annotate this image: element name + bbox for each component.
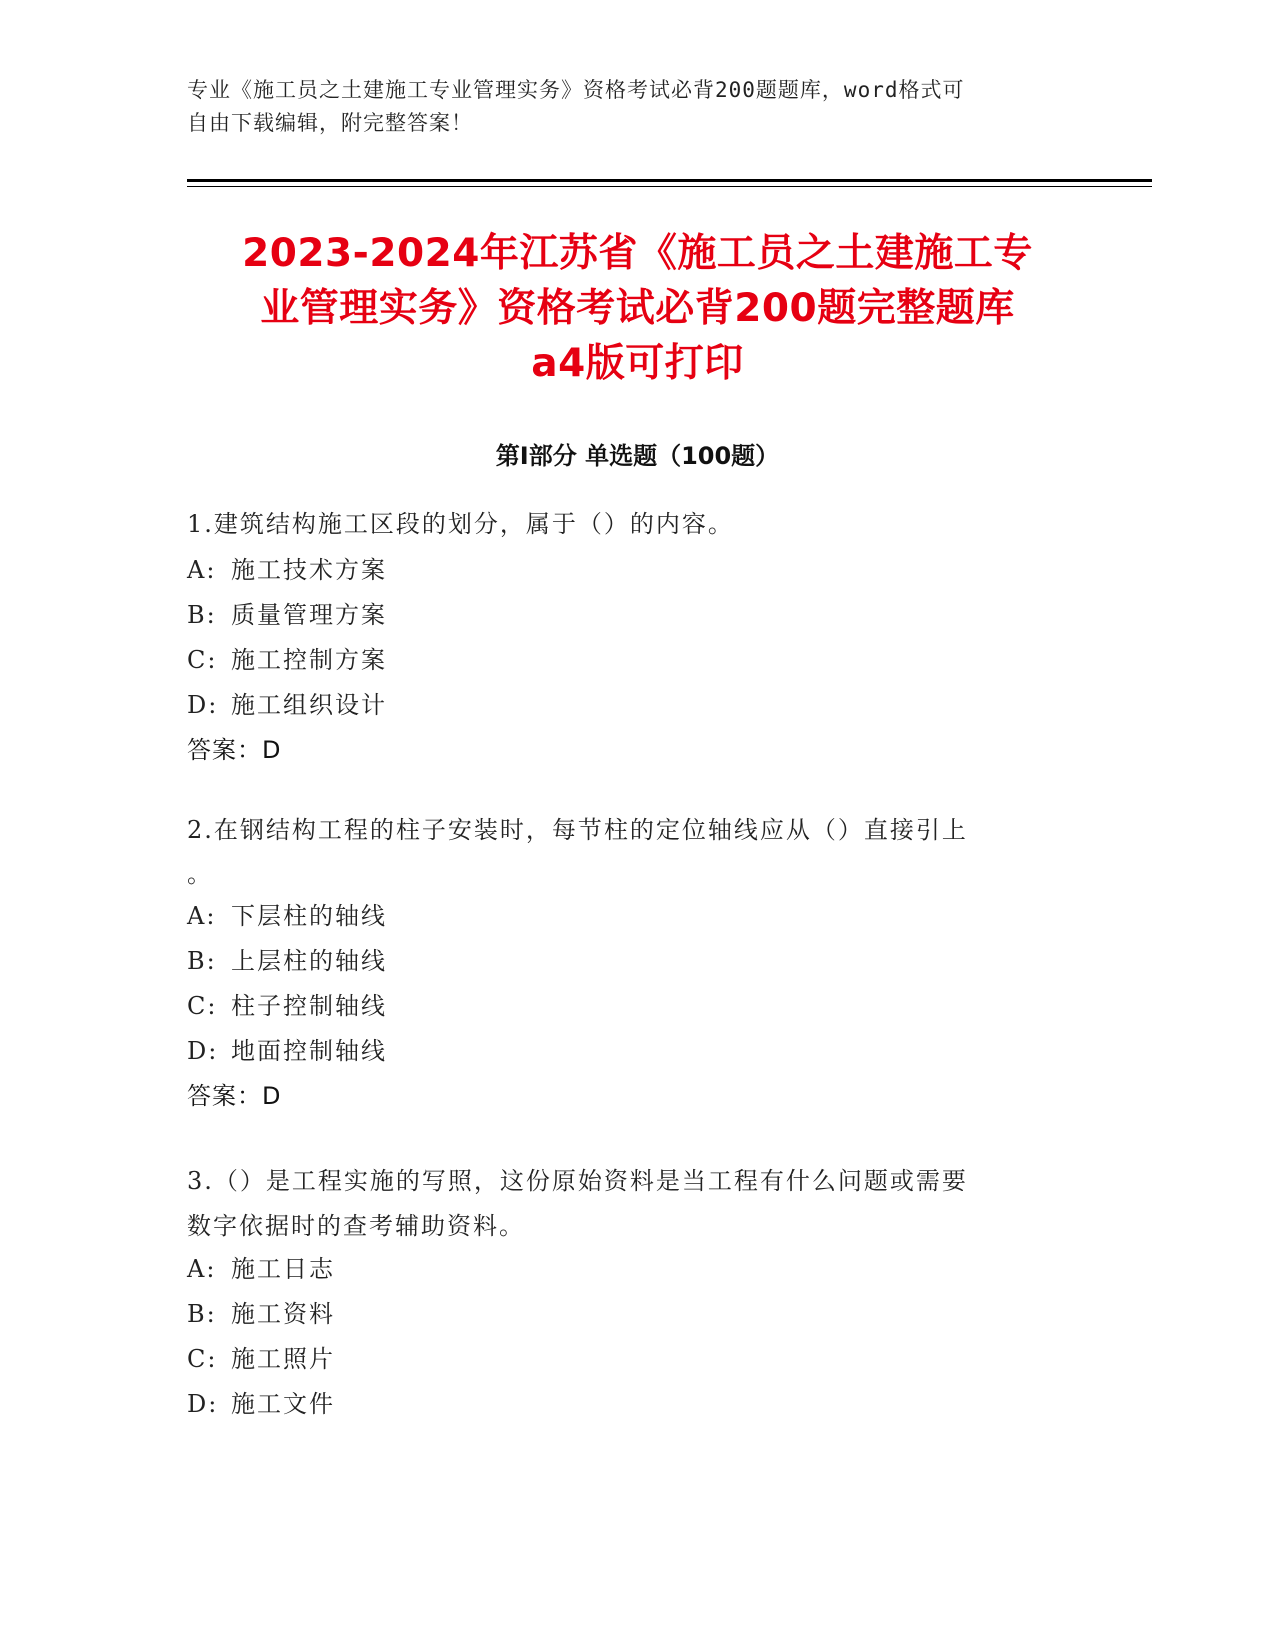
- option-c: [187, 984, 1067, 1029]
- option-text: 上层柱的轴线: [231, 947, 387, 975]
- option-text: 地面控制轴线: [231, 1037, 387, 1065]
- section-heading: 第Ⅰ部分 单选题（100题）: [495, 442, 780, 470]
- option-key: B:: [187, 1300, 217, 1328]
- option-b: [187, 939, 1067, 984]
- option-key: A:: [187, 556, 217, 584]
- option-c: [187, 638, 1067, 683]
- header-divider-thin: [187, 186, 1152, 187]
- option-key: C:: [187, 1345, 218, 1373]
- option-text: 施工组织设计: [231, 691, 387, 719]
- option-key: A:: [187, 902, 217, 930]
- header-divider-thick: [187, 179, 1152, 182]
- option-text: 施工资料: [231, 1300, 335, 1328]
- document-title-line-3: a4版可打印: [531, 341, 744, 386]
- answer: 答案：D: [187, 736, 282, 764]
- option-key: C:: [187, 992, 218, 1020]
- option-text: 施工日志: [231, 1255, 335, 1283]
- question-stem-continuation: 。: [187, 860, 213, 888]
- option-text: 施工控制方案: [231, 646, 387, 674]
- answer: 答案：D: [187, 1082, 282, 1110]
- option-text: 柱子控制轴线: [231, 992, 387, 1020]
- document-title-line-1: 2023-2024年江苏省《施工员之土建施工专: [242, 231, 1033, 276]
- option-b: [187, 1292, 1067, 1337]
- question-stem: 3.（）是工程实施的写照，这份原始资料是当工程有什么问题或需要: [187, 1167, 968, 1195]
- option-text: 施工技术方案: [231, 556, 387, 584]
- option-text: 施工照片: [231, 1345, 335, 1373]
- option-text: 质量管理方案: [231, 601, 387, 629]
- option-d: [187, 1029, 1067, 1074]
- option-c: [187, 1337, 1067, 1382]
- option-text: 施工文件: [231, 1390, 335, 1418]
- option-a: [187, 1247, 1067, 1292]
- option-key: D:: [187, 691, 219, 719]
- option-d: [187, 1382, 1067, 1427]
- option-key: D:: [187, 1037, 219, 1065]
- option-d: [187, 683, 1067, 728]
- option-key: B:: [187, 947, 217, 975]
- option-key: A:: [187, 1255, 217, 1283]
- question-stem: 1.建筑结构施工区段的划分，属于（）的内容。: [187, 510, 734, 538]
- option-a: [187, 894, 1067, 939]
- header-note: [187, 74, 1067, 140]
- option-text: 下层柱的轴线: [231, 902, 387, 930]
- question-1: [187, 500, 1067, 773]
- question-stem-continuation: 数字依据时的查考辅助资料。: [187, 1212, 525, 1240]
- question-2: [187, 806, 1067, 1119]
- option-key: D:: [187, 1390, 219, 1418]
- header-note-line-2: 自由下载编辑，附完整答案！: [187, 111, 473, 135]
- header-note-line-1: 专业《施工员之土建施工专业管理实务》资格考试必背200题题库，word格式可: [187, 78, 965, 102]
- document-title-line-2: 业管理实务》资格考试必背200题完整题库: [260, 286, 1015, 331]
- question-stem: 2.在钢结构工程的柱子安装时，每节柱的定位轴线应从（）直接引上: [187, 816, 968, 844]
- option-a: [187, 548, 1067, 593]
- option-b: [187, 593, 1067, 638]
- question-3: [187, 1157, 1067, 1427]
- document-title: [150, 226, 1125, 391]
- option-key: C:: [187, 646, 218, 674]
- option-key: B:: [187, 601, 217, 629]
